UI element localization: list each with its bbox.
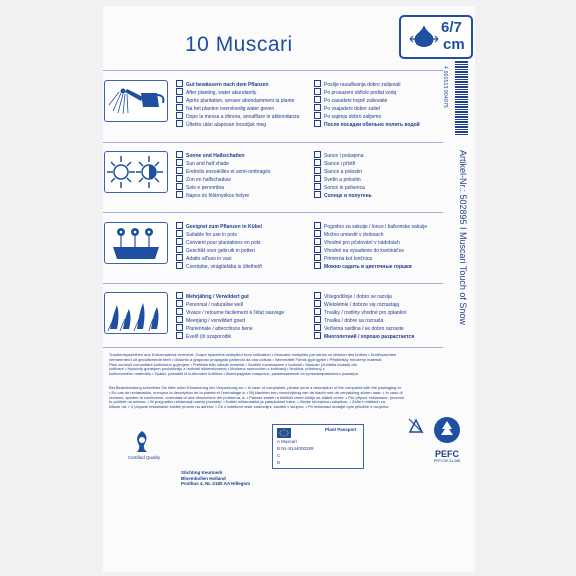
product-title: 10 Muscari: [185, 33, 293, 56]
certified-quality-label: Certified Quality: [127, 455, 160, 460]
passport-line-b: B NL-9144000289: [277, 446, 314, 451]
bulb-size-badge: [399, 15, 473, 59]
care-text-perennial-right: Višegodišnje / dobro se razvija Wieloletnie / dobrze się rozrastają Trvalky / rostliny vhodné pro zplanění Trvalka / dobre sa rozrastá Večletna rastlina / se dobro razraste Многолетний / хорошо разрастается: [314, 292, 414, 341]
plant-passport: [272, 424, 364, 469]
article-number-vertical: Artikel-Nr.: 502895 I Muscari Touch of Snow: [458, 150, 468, 325]
divider: [103, 142, 443, 143]
divider: [103, 212, 443, 213]
complaint-note: Bei Beanstandung schreiben Sie bitte unter Einsendung der Verpackung an: • In case of complaints, please send a description of the complaint with the packaging to: • En cas de réclamation, envoyez la description de la plainte et l'emballage à: • Bij klachten een omschrijving van de klacht met de verpakking sturen naar: • In caso di reclamo, spedire la confezione, corredata di una descrizione del problema, a: • Panasz esetén a kitöltött címet küldje az alábbi címre: • Pro případ, reklamace, prosíme to pošlete na adresu: • W przypadku reklamacji należy przesłać: • Kaikki reklamaatiot ja palautukset tulee: • Zdejte šťovačnou zásylkou: • Zeľte h blábach za siltuse na: • V případe reklamácie zašlite prosím na adresu: • Če z izdelkom niste zadovoljni, zavitek v skupno: • Pri reklamaci dodajte opis pritožbe z ovojnino:: [109, 385, 405, 410]
keurmerk-logo-icon: [129, 428, 155, 454]
plant-passport-title: Plant Passport: [325, 427, 357, 432]
sun-half-shade-icon: [104, 151, 168, 193]
divider: [103, 347, 443, 348]
care-text-watering-right: Poslije rasađivanja dobro zalijevati Po prosazeni obficle podlat vodq Po zasadeni hojně zalievaite Po vsajadeni dobre zalieť Po sajenju dobro zalijemo После посадки обильно полить водой: [314, 80, 420, 129]
cultivation-note: Traubenhyazinthen aus Kulturmaterial vermehrt. Grape hyacinths multiplied from cultivation • Muscaris multipliés par semis ou division des bulbes • Druifhyacinten vermeerderd uit gecultiveerde teelt • Giacinto a grappolo propagato partendo da una coltura • Nemesített Fürtös gyöngyike • Pěstitelsky množený materiál Plan zumbull comunitare kultivirano gojenjem • Prefekta från odlade material • Szafirki rozmnażane z hodowli • Muscari (Zumbila mutasi) din cultivare • Hyacinty goranjem pochádzajú z hodowli sikkerstvoenej • Modrenc razmnožen z kultivacij • Hrušica, přiroksný z kultivovaného materiálu • Zyakiv, pažadėti iš kultivuotos kultūros • Виноградные гиацинты, размноженные из культивированного размера.: [109, 352, 397, 377]
care-text-watering: Gut bewässern nach dem Pflanzen After planting, water abundantly Après plantation, arroser abondamment la plante Na het planten overvloedig water geven Dopo la messa a dimora, annaffiare in abbondanza Ültetés után alaposan locsoljuk meg: [176, 80, 299, 129]
bulb-size-icon: [409, 23, 439, 51]
passport-line-d: D: [277, 460, 281, 465]
care-text-perennial: Mehrjährig / Verwildert gut Perennial / naturalise well Vivace / retourne facilement à l'état sauvage Meerjarig / verwildert goed Pluriennale / attecchisce bene Évelő (öl szaporodik: [176, 292, 284, 341]
keurmerk-address: Stichting Keurmerk Bloembollen Holland Postbus 4, NL-2180 AA Hillegom: [181, 470, 251, 486]
pefc-logo: [432, 416, 462, 462]
perennial-flowers-icon: [104, 292, 168, 334]
divider: [103, 283, 443, 284]
pefc-tree-icon: [432, 416, 462, 444]
care-text-pots-right: Pogodno za sakuije / lonce i balkonske sakuije Možno umiestit v dorkoach Vhodné pro pčstování v nádobách Vhodné na vysadenie do kvetináčov Primerna kot lončnica Можно садить в цветочные горшки: [314, 222, 427, 271]
watering-can-icon: [104, 80, 168, 122]
pefc-label: PEFC: [434, 449, 459, 459]
divider: [103, 70, 443, 71]
barcode-number: 4 001513 904975: [442, 66, 448, 108]
care-text-pots: Geeignet zum Pflanzen in Kübel Suitable for use in pots Convient pour plantations en pots Geschikt voor gebruik in potten Adatto all'uso in vasi Cserépbe, virágládába is ültethető: [176, 222, 262, 271]
care-text-sun-right: Sunce i polusjena Slunce i přistři Slunce a polostin Svetlo a polostin Sonce in polsenca Солнце и полутень: [314, 151, 372, 200]
care-text-sun: Sonne und Halbschatten Sun and half shade Endroits ensoleillés et semi-ombragés Zon en halfschaduw Sole e penombra Napos és félárnyékos helyre: [176, 151, 270, 200]
barcode: [455, 60, 468, 135]
flower-pot-icon: [104, 222, 168, 264]
bulb-size-number: 6/7: [441, 19, 462, 36]
pefc-code: PEFC/30-31-088: [433, 459, 461, 463]
eu-flag-icon: [277, 428, 291, 438]
passport-line-c: C: [277, 453, 281, 458]
passport-line-a: A Muscari: [277, 439, 297, 444]
recycle-icon: [407, 417, 425, 435]
bulb-size-unit: cm: [443, 36, 465, 53]
